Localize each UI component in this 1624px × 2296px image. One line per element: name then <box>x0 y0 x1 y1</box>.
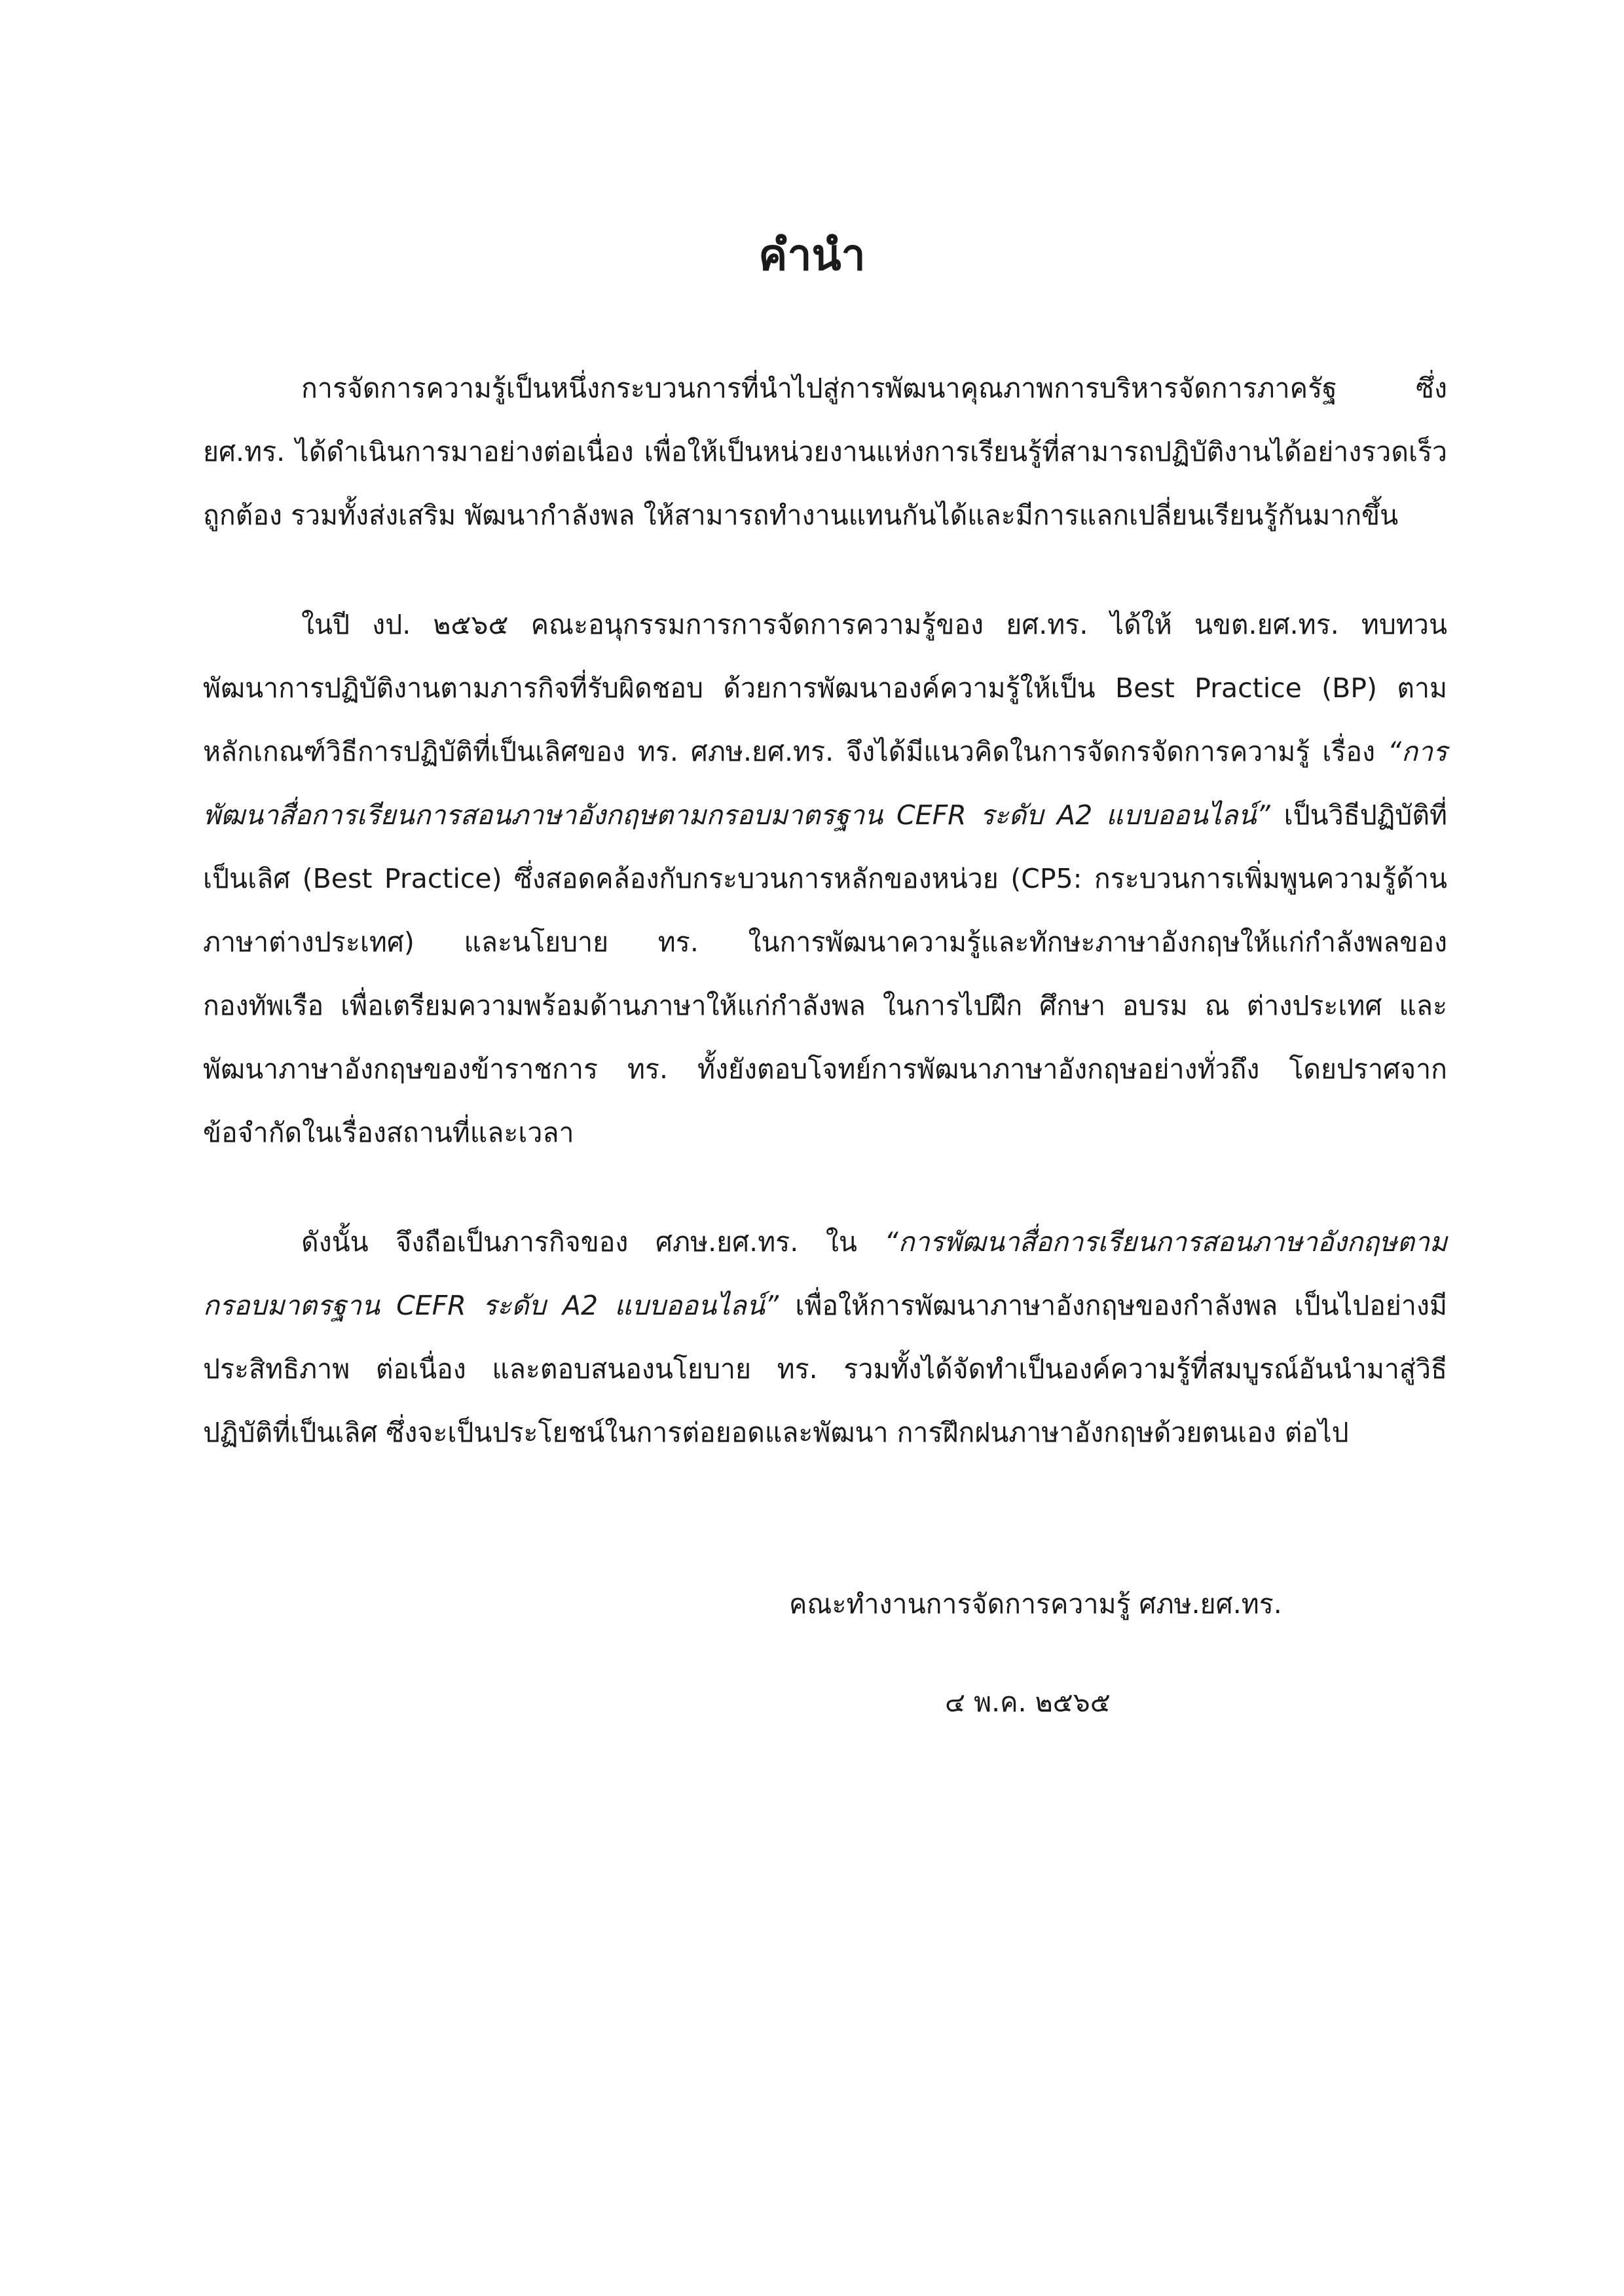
paragraph-gap <box>203 1165 1447 1211</box>
paragraph-2 <box>203 593 1447 1165</box>
project-title-part-1: “การ <box>1387 736 1447 767</box>
paragraph-2-line-5: เป็นเลิศ (Best Practice) ซึ่งสอดคล้องกับกระบวนการหลักของหน่วย (CP5: กระบวนการเพิ่มพูนความรู้ด้าน <box>203 863 1447 894</box>
project-title-part-2: กรอบมาตรฐาน CEFR ระดับ A2 แบบออนไลน์” <box>203 1290 779 1321</box>
paragraph-2-line-6: ภาษาต่างประเทศ) และนโยบาย ทร. ในการพัฒนาความรู้และทักษะภาษาอังกฤษให้แก่กำลังพลของ <box>203 926 1447 958</box>
paragraph-2-line-3-text: หลักเกณฑ์วิธีการปฏิบัติที่เป็นเลิศของ ทร. ศภษ.ยศ.ทร. จึงได้มีแนวคิดในการจัดกรจัดการความรู้ เรื่อง <box>203 736 1388 767</box>
paragraph-gap <box>203 547 1447 593</box>
paragraph-2-line-7: กองทัพเรือ เพื่อเตรียมความพร้อมด้านภาษาให้แก่กำลังพล ในการไปฝึก ศึกษา อบรม ณ ต่างประเทศ และ <box>203 990 1447 1021</box>
paragraph-3-line-2 <box>203 1274 1447 1338</box>
paragraph-2-line-8: พัฒนาภาษาอังกฤษของข้าราชการ ทร. ทั้งยังตอบโจทย์การพัฒนาภาษาอังกฤษอย่างทั่วถึง โดยปราศจาก <box>203 1053 1447 1085</box>
paragraph-3-line-4: ปฏิบัติที่เป็นเลิศ ซึ่งจะเป็นประโยชน์ในการต่อยอดและพัฒนา การฝึกฝนภาษาอังกฤษด้วยตนเอง ต่อไป <box>203 1417 1349 1448</box>
paragraph-2-line-1: ในปี งป. ๒๕๖๕ คณะอนุกรรมการการจัดการความรู้ของ ยศ.ทร. ได้ให้ นขต.ยศ.ทร. ทบทวน <box>301 609 1447 640</box>
paragraph-2-line-4-text: เป็นวิธีปฏิบัติที่ <box>1270 799 1447 831</box>
paragraph-2-line-3 <box>203 720 1447 784</box>
paragraph-3-line-1 <box>203 1211 1447 1274</box>
paragraph-1-line-1: การจัดการความรู้เป็นหนึ่งกระบวนการที่นำไปสู่การพัฒนาคุณภาพการบริหารจัดการภาครัฐ ซึ่ง <box>301 373 1447 404</box>
project-title-part-2: พัฒนาสื่อการเรียนการสอนภาษาอังกฤษตามกรอบมาตรฐาน CEFR ระดับ A2 แบบออนไลน์” <box>203 799 1270 831</box>
signature-block: คณะทำงานการจัดการความรู้ ศภษ.ยศ.ทร. <box>789 1588 1282 1620</box>
document-title: คำนำ <box>758 230 866 280</box>
paragraph-1 <box>203 357 1447 547</box>
project-title-part-1: “การพัฒนาสื่อการเรียนการสอนภาษาอังกฤษตาม <box>884 1226 1447 1258</box>
paragraph-1-line-3: ถูกต้อง รวมทั้งส่งเสริม พัฒนากำลังพล ให้สามารถทำงานแทนกันได้และมีการแลกเปลี่ยนเรียนรู้กันมากขึ้น <box>203 500 1399 531</box>
document-date: ๔ พ.ค. ๒๕๖๕ <box>945 1686 1111 1718</box>
document-body <box>203 357 1447 1465</box>
paragraph-2-line-4 <box>203 784 1447 847</box>
paragraph-3-line-1-text: ดังนั้น จึงถือเป็นภารกิจของ ศภษ.ยศ.ทร. ใน <box>301 1226 885 1258</box>
paragraph-2-line-9: ข้อจำกัดในเรื่องสถานที่และเวลา <box>203 1117 574 1148</box>
paragraph-1-line-2: ยศ.ทร. ได้ดำเนินการมาอย่างต่อเนื่อง เพื่อให้เป็นหน่วยงานแห่งการเรียนรู้ที่สามารถปฏิบัติงานได้อย่างรวดเร็ว <box>203 436 1447 467</box>
paragraph-3 <box>203 1211 1447 1465</box>
paragraph-2-line-2: พัฒนาการปฏิบัติงานตามภารกิจที่รับผิดชอบ ด้วยการพัฒนาองค์ความรู้ให้เป็น Best Practice (BP) ตาม <box>203 672 1447 704</box>
paragraph-3-line-2-text: เพื่อให้การพัฒนาภาษาอังกฤษของกำลังพล เป็นไปอย่างมี <box>779 1290 1447 1321</box>
paragraph-3-line-3: ประสิทธิภาพ ต่อเนื่อง และตอบสนองนโยบาย ทร. รวมทั้งได้จัดทำเป็นองค์ความรู้ที่สมบูรณ์อันนำมาสู่วิธี <box>203 1353 1447 1385</box>
